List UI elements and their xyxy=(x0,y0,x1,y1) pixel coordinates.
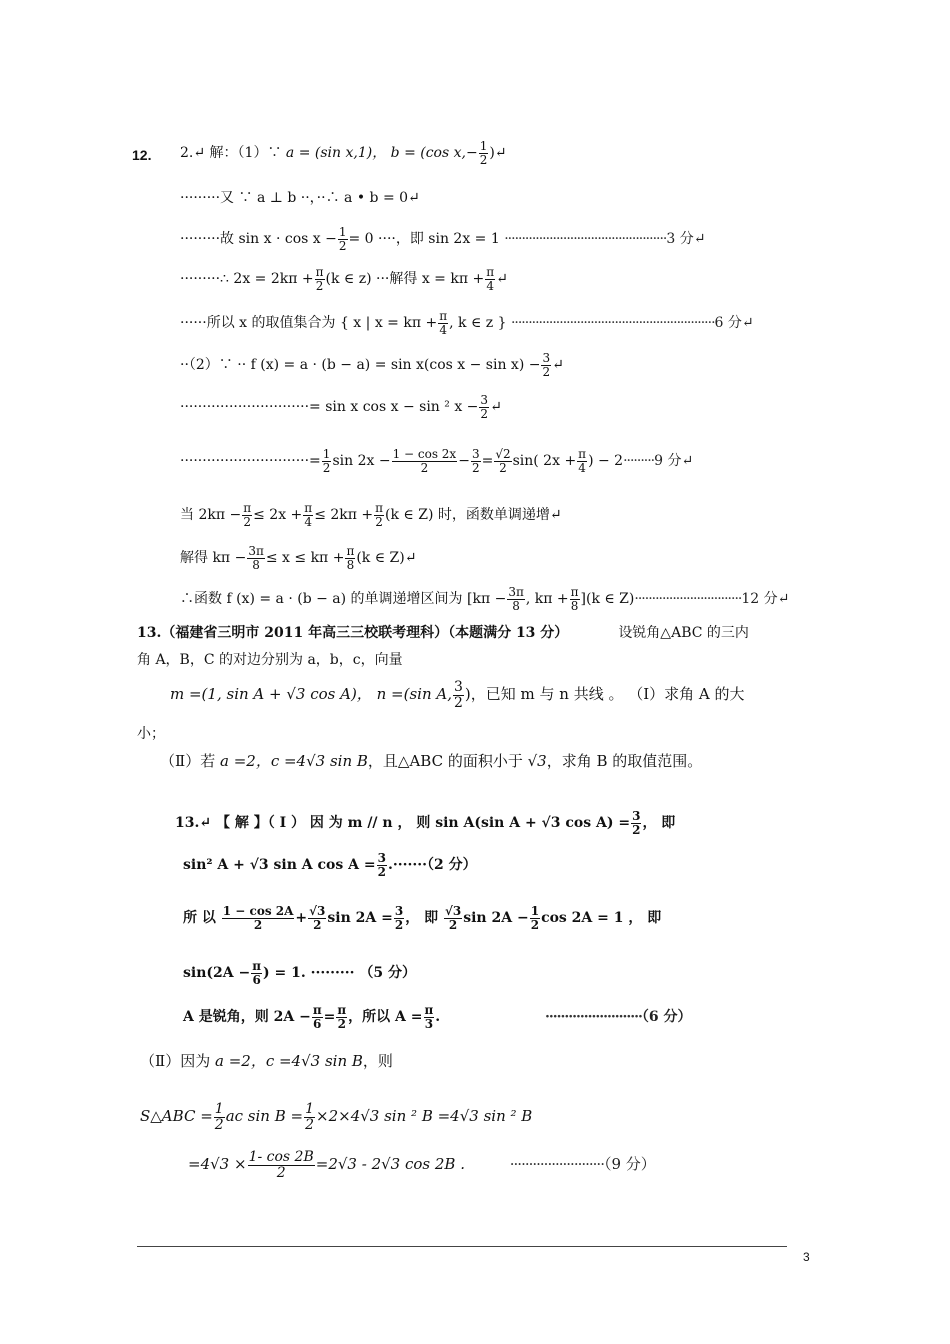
q12-line-7: ·····························= sin x cos x − sin ² x − $\frac{3}{2}$ ↵ xyxy=(180,393,502,421)
q13-line-2: 角 A，B，C 的对边分别为 a，b，c，向量 xyxy=(137,652,403,668)
sol13-line-3: 所 以 $\frac{1 - \cos 2A}{2}$ + $\frac{√3}{2}$ sin 2A = $\frac{3}{2}$ ， 即 $\frac{√3}{2}$ sin 2A − $\frac{1}{2}$ cos 2A = 1 ， 即 xyxy=(183,904,662,932)
q12-line-9: 当 2kπ − $\frac{\pi}{2}$ ≤ 2x + $\frac{\pi}{4}$ ≤ 2kπ + $\frac{\pi}{2}$ (k ∈ Z) 时，函数单调递增↵ xyxy=(180,501,562,529)
q12-line-11: ∴函数 f (x) = a · (b − a) 的单调递增区间为 [kπ − $\frac{3\pi}{8}$ , kπ + $\frac{\pi}{8}$ ](k ∈ Z)·······························12 分↵ xyxy=(180,585,790,613)
sol13-line-1: 13.↵ 【 解 】（ Ⅰ ） 因 为 m // n ， 则 sin A(sin A + √3 cos A) = $\frac{3}{2}$ ， 即 xyxy=(175,809,676,837)
sol13-line-7: S△ABC = $\frac{1}{2}$ ac sin B = $\frac{1}{2}$ ×2×4√3 sin ² B =4√3 sin ² B xyxy=(140,1101,533,1133)
question-number-12: 12. xyxy=(132,147,152,163)
q12-line-8: ·····························= $\frac{1}{2}$ sin 2x − $\frac{1 - \cos 2x}{2}$ − $\frac{3}{2}$ = $\frac{√2}{2}$ sin( 2x + $\frac{\pi}{4}$ ) − 2·········9 分↵ xyxy=(180,447,694,475)
sol13-line-4: sin(2A − $\frac{\pi}{6}$ ) = 1. ········· （5 分） xyxy=(183,959,416,987)
q12-line-10: 解得 kπ − $\frac{3\pi}{8}$ ≤ x ≤ kπ + $\frac{\pi}{8}$ (k ∈ Z)↵ xyxy=(180,544,417,572)
sol13-line-2: sin² A + √3 sin A cos A = $\frac{3}{2}$ .·······（2 分） xyxy=(183,851,477,879)
q13-heading: 13.（福建省三明市 2011 年高三三校联考理科）（本题满分 13 分） 设锐角△ABC 的三内 xyxy=(137,625,749,641)
q12-line-3: ·········故 sin x · cos x − $\frac{1}{2}$ = 0 ····，即 sin 2x = 1 ···············································3 分↵ xyxy=(180,225,706,253)
q12-line-2: ·········又 ∵ a ⊥ b ··，··∴ a • b = 0↵ xyxy=(180,190,420,206)
sol13-line-8: =4√3 × $\frac{1- \cos 2B}{2}$ =2√3 - 2√3 cos 2B . ·························（9 分） xyxy=(188,1149,656,1181)
footer-divider xyxy=(137,1246,787,1247)
q12-line-4: ·········∴ 2x = 2kπ + $\frac{\pi}{2}$ (k ∈ z) ···解得 x = kπ + $\frac{\pi}{4}$ ↵ xyxy=(180,265,508,293)
q13-line-5: （Ⅱ）若 a =2，c =4√3 sin B，且△ABC 的面积小于 √3，求角 B 的取值范围。 xyxy=(160,752,703,770)
sol13-line-5: A 是锐角，则 2A − $\frac{\pi}{6}$ = $\frac{\pi}{2}$ ，所以 A = $\frac{\pi}{3}$ . ·························（6 分） xyxy=(183,1003,692,1031)
sol13-line-6: （Ⅱ）因为 a =2，c =4√3 sin B，则 xyxy=(140,1052,393,1070)
q12-line-5: ······所以 x 的取值集合为 { x | x = kπ + $\frac{\pi}{4}$ , k ∈ z } ···························································6 分↵ xyxy=(180,309,754,337)
q12-line-1: 2.↵ 解：（1）∵ a = (sin x,1)， b = (cos x,− $\frac{1}{2}$ )↵ xyxy=(180,139,507,167)
q13-line-3: m =(1, sin A + √3 cos A)， n =(sin A, $\frac{3}{2}$ )，已知 m 与 n 共线 。 （Ⅰ）求角 A 的大 xyxy=(170,679,745,711)
q12-line-6: ··（2）∵ ·· f (x) = a · (b − a) = sin x(cos x − sin x) − $\frac{3}{2}$ ↵ xyxy=(180,351,564,379)
page-number: 3 xyxy=(803,1250,810,1264)
q13-line-4: 小； xyxy=(137,726,165,742)
